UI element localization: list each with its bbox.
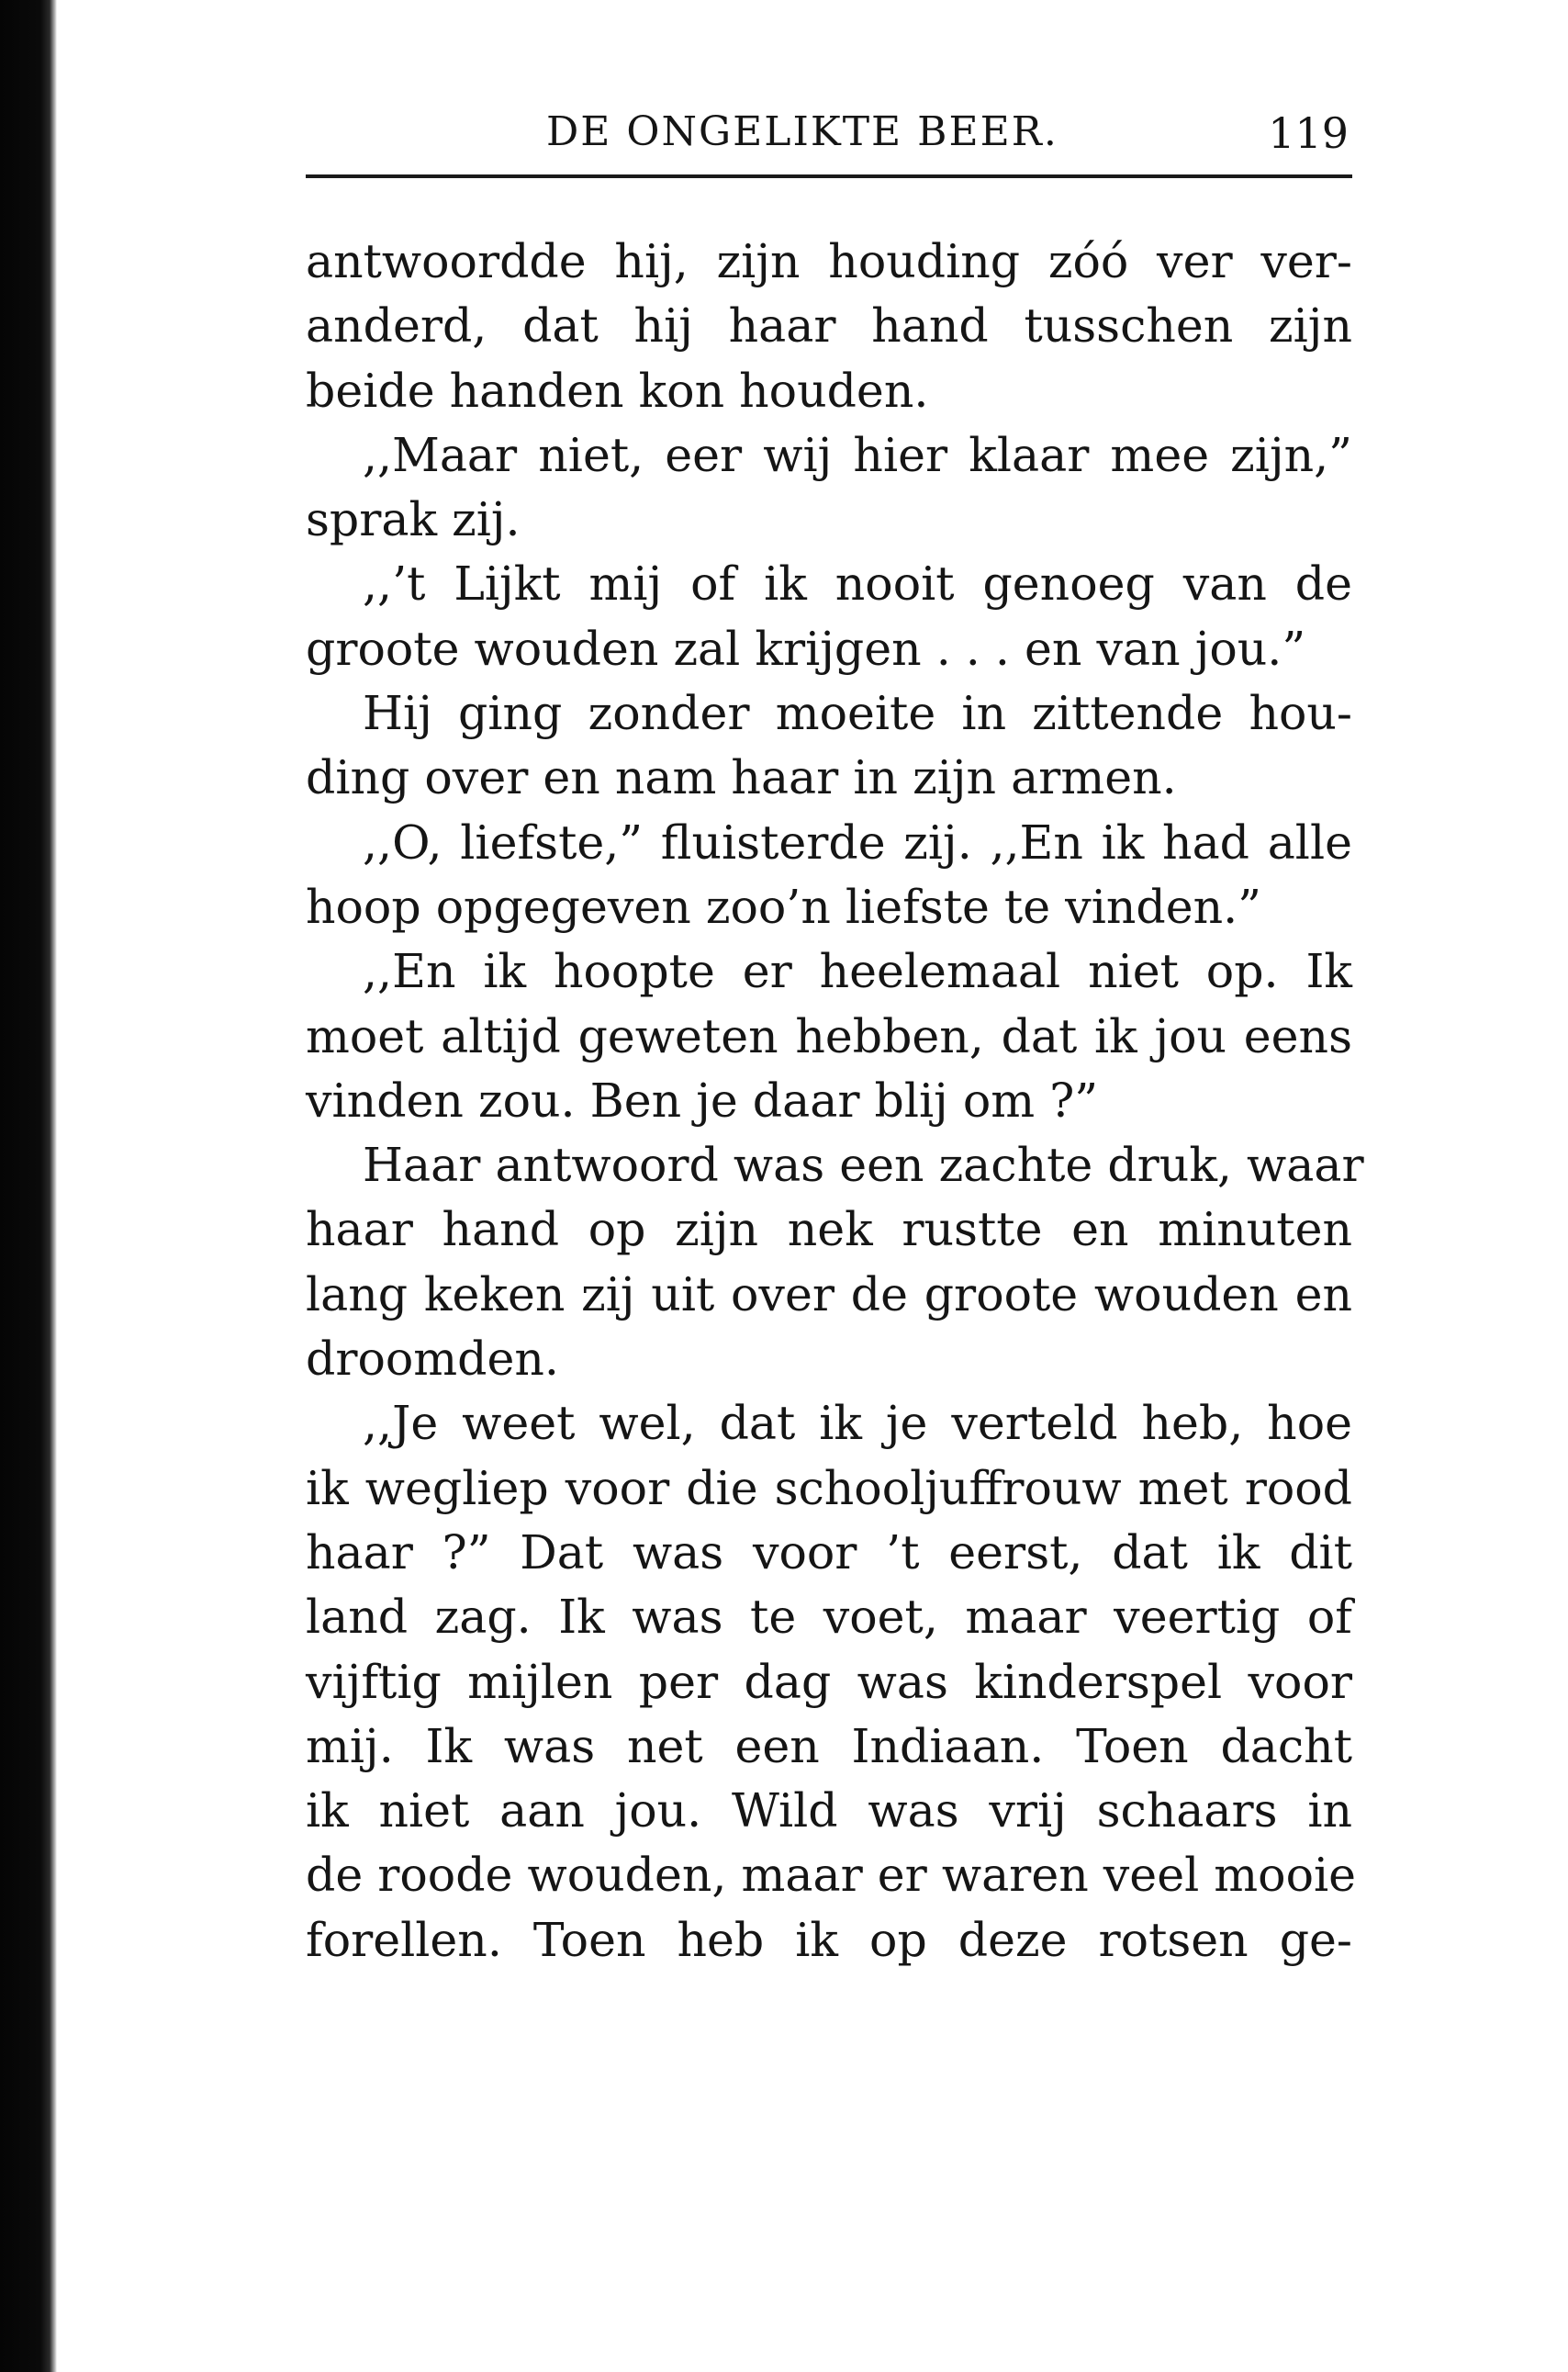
text-line: hoop opgegeven zoo’n liefste te vinden.” <box>306 879 1261 934</box>
page-number: 119 <box>1268 108 1349 158</box>
text-line: moet altijd geweten hebben, dat ik jou eens <box>306 1008 1352 1063</box>
text-line: vijftig mijlen per dag was kinderspel voor <box>306 1654 1352 1709</box>
text-line: groote wouden zal krijgen . . . en van jou.” <box>306 621 1306 676</box>
text-line: ik wegliep voor die schooljuffrouw met rood <box>306 1460 1352 1515</box>
text-line: ,,O, liefste,” fluisterde zij. ,,En ik had alle <box>363 815 1352 870</box>
header-rule <box>306 174 1352 178</box>
text-line: de roode wouden, maar er waren veel mooie <box>306 1848 1357 1903</box>
text-line: ,,Maar niet, eer wij hier klaar mee zijn,” <box>363 427 1352 482</box>
text-line: beide handen kon houden. <box>306 363 929 418</box>
text-line: forellen. Toen heb ik op deze rotsen ge- <box>306 1912 1352 1967</box>
text-line: droomden. <box>306 1332 559 1387</box>
text-line: ik niet aan jou. Wild was vrij schaars in <box>306 1783 1352 1838</box>
text-line: land zag. Ik was te voet, maar veertig of <box>306 1590 1352 1645</box>
book-page <box>306 0 1364 2372</box>
running-head <box>306 108 1352 163</box>
text-line: anderd, dat hij haar hand tusschen zijn <box>306 298 1352 354</box>
running-title: DE ONGELIKTE BEER. <box>546 108 1058 155</box>
text-line: Haar antwoord was een zachte druk, waar <box>363 1138 1364 1193</box>
text-line: ding over en nam haar in zijn armen. <box>306 750 1177 805</box>
text-line: ,,Je weet wel, dat ik je verteld heb, hoe <box>363 1396 1352 1451</box>
text-line: ,,’t Lijkt mij of ik nooit genoeg van de <box>363 556 1352 612</box>
text-line: vinden zou. Ben je daar blij om ?” <box>306 1073 1099 1128</box>
text-line: antwoordde hij, zijn houding zóó ver ver- <box>306 234 1352 288</box>
body-text <box>306 230 1364 1973</box>
text-line: lang keken zij uit over de groote wouden en <box>306 1266 1352 1321</box>
text-line: haar ?” Dat was voor ’t eerst, dat ik dit <box>306 1524 1352 1579</box>
book-binding-edge <box>0 0 57 2372</box>
text-line: ,,En ik hoopte er heelemaal niet op. Ik <box>363 944 1352 999</box>
text-line: mij. Ik was net een Indiaan. Toen dacht <box>306 1718 1352 1773</box>
text-line: Hij ging zonder moeite in zittende hou- <box>363 686 1352 741</box>
text-line: sprak zij. <box>306 492 521 547</box>
text-line: haar hand op zijn nek rustte en minuten <box>306 1202 1352 1257</box>
